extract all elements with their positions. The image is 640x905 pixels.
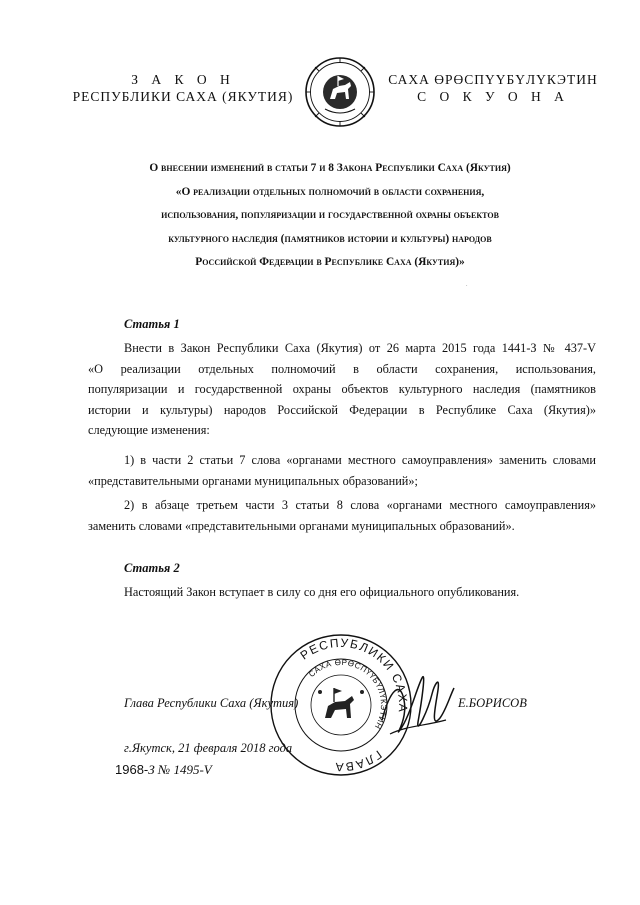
handwritten-signature xyxy=(370,660,460,750)
stray-mark: . xyxy=(466,282,468,288)
article2-heading: Статья 2 xyxy=(124,561,180,575)
law-number-prefix: 1968- xyxy=(115,762,149,777)
article1-item1-line: 1) в части 2 статьи 7 слова «органами местного самоуправления» заменить словами xyxy=(124,453,596,467)
title-line: Российской Федерации в Республике Саха (Якутия)» xyxy=(195,256,465,268)
article1-item2-line: заменить словами «представительными органами муниципальных образований». xyxy=(88,518,515,533)
article1-para-line: «О реализации отдельных полномочий в области сохранения, использования, xyxy=(88,361,596,376)
header-right-line2: С О К У О Н А xyxy=(417,89,569,104)
signatory-name: Е.БОРИСОВ xyxy=(458,696,527,710)
article1-para-line: Внести в Закон Республики Саха (Якутия) от 26 марта 2015 года 1441-З № 437-V xyxy=(124,341,596,355)
seal-text-top: РЕСПУБЛИКИ САХА xyxy=(297,635,411,714)
title-line: использования, популяризации и государственной охраны объектов xyxy=(161,209,499,221)
header-left-line1: З А К О Н xyxy=(131,72,235,87)
article1-heading: Статья 1 xyxy=(124,317,180,331)
law-number xyxy=(115,762,212,778)
seal-text-inner: САХА ӨРӨСПҮҮБҮЛҮКЭТИН xyxy=(307,657,389,731)
law-number-suffix: З № 1495-V xyxy=(148,762,212,777)
header-left xyxy=(68,71,298,105)
place-date: г.Якутск, 21 февраля 2018 года xyxy=(124,741,293,755)
signatory-position: Глава Республики Саха (Якутия) xyxy=(124,696,299,710)
article1-para-line: следующие изменения: xyxy=(88,423,210,437)
article1-item1-line: «представительными органами муниципальных образований»; xyxy=(88,473,418,488)
header-right-line1: САХА ӨРӨСПҮҮБҮЛҮКЭТИН xyxy=(388,72,598,87)
law-title xyxy=(100,157,560,275)
article1-para-line: истории и культуры) народов Российской Федерации в Республике Саха (Якутия)» xyxy=(88,402,596,417)
article1-para-line: популяризации и государственной охраны объектов культурного наследия (памятников xyxy=(88,382,596,396)
header-left-line2: РЕСПУБЛИКИ САХА (ЯКУТИЯ) xyxy=(72,89,294,104)
coat-of-arms-emblem xyxy=(303,55,377,129)
seal-text-bottom: ГЛАВА xyxy=(333,747,385,775)
title-line: «О реализации отдельных полномочий в области сохранения, xyxy=(175,185,485,198)
article2-text: Настоящий Закон вступает в силу со дня его официального опубликования. xyxy=(124,585,520,599)
title-line: культурного наследия (памятников истории и культуры) народов xyxy=(168,232,492,245)
header-right xyxy=(378,71,608,105)
title-line: О внесении изменений в статьи 7 и 8 Закона Республики Саха (Якутия) xyxy=(149,162,511,174)
article1-item2-line: 2) в абзаце третьем части 3 статьи 8 слова «органами местного самоуправления» xyxy=(124,498,596,512)
